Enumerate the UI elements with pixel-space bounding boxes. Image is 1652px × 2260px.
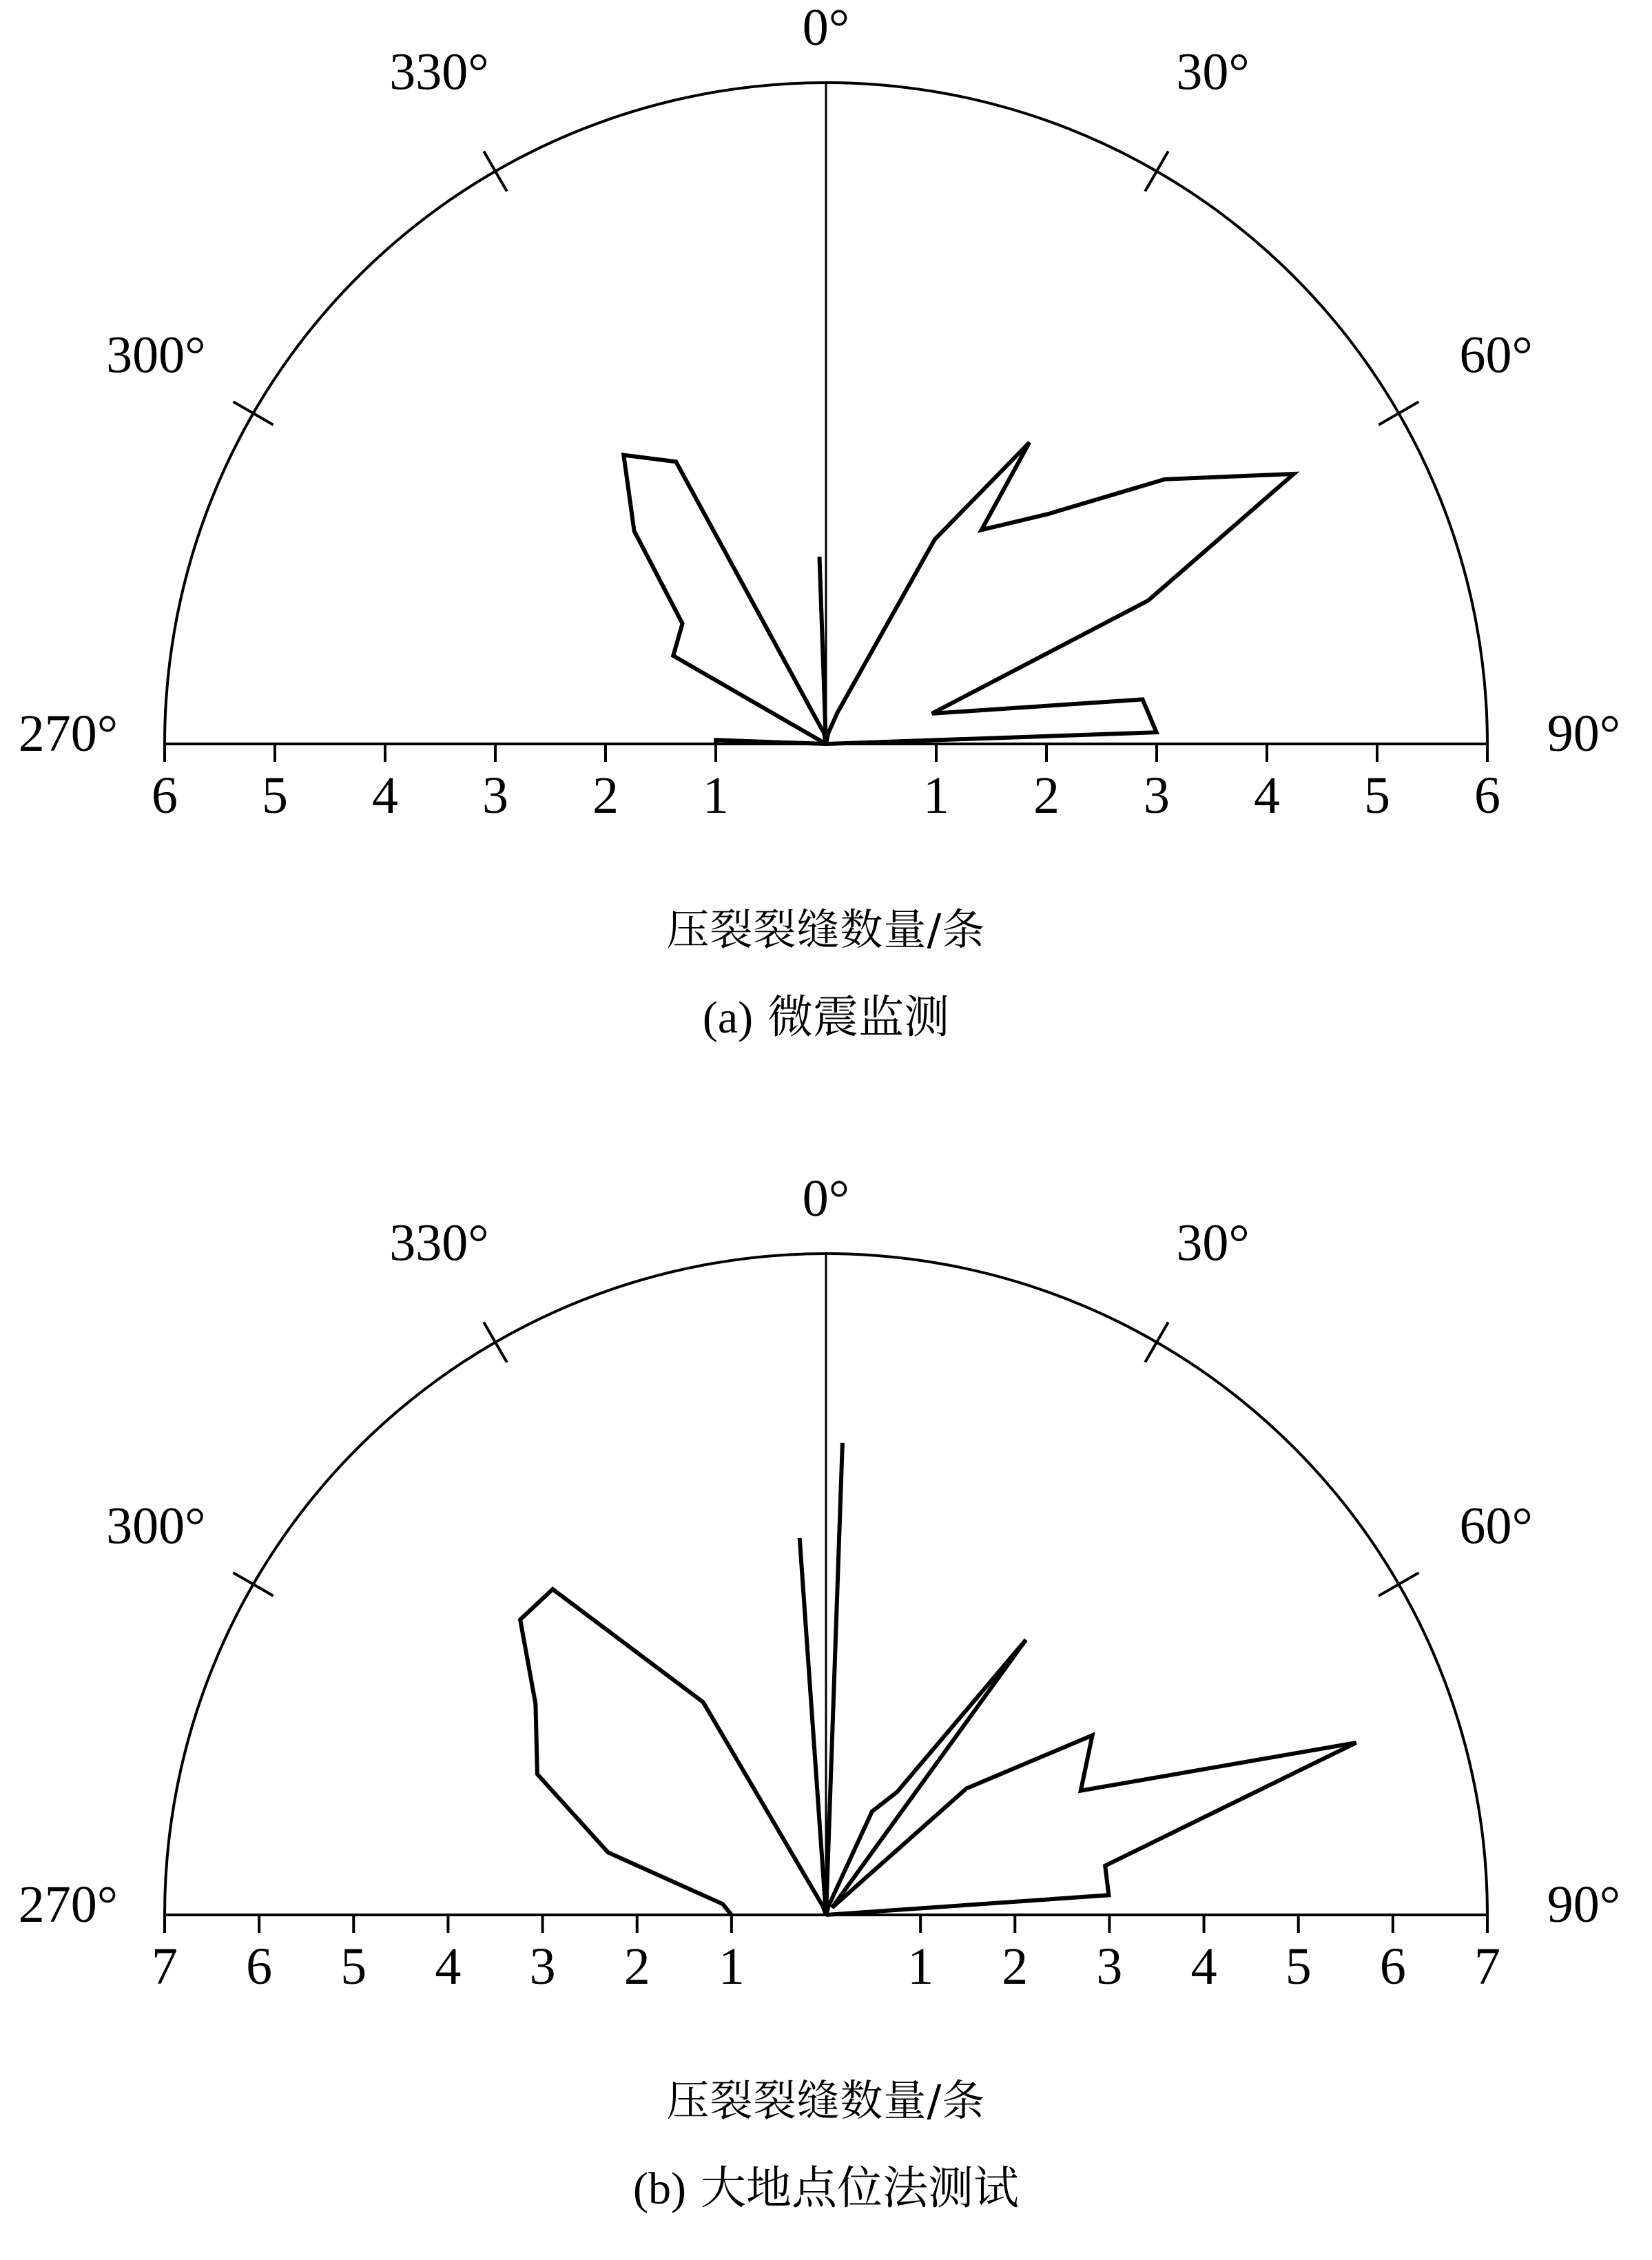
radial-tick-right-1: 1	[923, 767, 949, 825]
radial-tick-right-5: 5	[1285, 1938, 1312, 1995]
radial-tick-right-3: 3	[1144, 767, 1170, 825]
angle-label-30: 30°	[1176, 1214, 1250, 1272]
panel-caption-a-prefix: (a)	[702, 993, 754, 1043]
angle-label-0: 0°	[802, 1171, 850, 1227]
angle-label-270: 270°	[18, 1876, 118, 1934]
angle-label-270: 270°	[18, 705, 118, 763]
radial-tick-left-3: 3	[482, 767, 508, 825]
polar-plot-a-svg	[0, 0, 1652, 895]
radial-tick-left-2: 2	[592, 767, 619, 825]
angle-label-330: 330°	[389, 1214, 489, 1272]
radial-tick-left-1: 1	[718, 1938, 745, 1995]
panel-caption-b-text: 大地点位法测试	[700, 2161, 1019, 2215]
radial-tick-left-2: 2	[623, 1938, 650, 1995]
axis-label-b: 压裂裂缝数量/条	[666, 2075, 986, 2126]
panel-caption-a-text: 微震监测	[767, 991, 950, 1044]
radial-tick-right-2: 2	[1033, 767, 1060, 825]
radial-tick-left-5: 5	[340, 1938, 367, 1995]
polar-plot-b-svg	[0, 1171, 1652, 2066]
angle-label-300: 300°	[106, 326, 206, 384]
radial-tick-left-6: 6	[246, 1938, 273, 1995]
panel-caption-b	[0, 2151, 1652, 2217]
radial-tick-left-4: 4	[372, 767, 398, 825]
axis-label-a: 压裂裂缝数量/条	[666, 904, 986, 955]
panel-b	[0, 1171, 1652, 2217]
radial-tick-left-7: 7	[152, 1938, 178, 1995]
radial-tick-left-3: 3	[529, 1938, 556, 1995]
angle-label-30: 30°	[1176, 43, 1250, 101]
angle-label-90: 90°	[1547, 705, 1621, 763]
panel-caption-b-prefix: (b)	[633, 2164, 686, 2214]
radial-tick-right-7: 7	[1474, 1938, 1500, 1995]
radial-tick-left-1: 1	[703, 767, 729, 825]
angle-label-0: 0°	[802, 0, 850, 56]
radial-tick-left-6: 6	[152, 767, 178, 825]
angle-label-300: 300°	[106, 1497, 206, 1555]
panel-caption-a	[0, 980, 1652, 1046]
angle-label-60: 60°	[1459, 1497, 1533, 1555]
angle-label-330: 330°	[389, 43, 489, 101]
angle-label-90: 90°	[1547, 1876, 1621, 1934]
radial-tick-right-4: 4	[1190, 1938, 1217, 1995]
radial-tick-right-3: 3	[1096, 1938, 1123, 1995]
series-outline-0	[520, 1443, 1356, 1915]
panel-a	[0, 0, 1652, 1046]
angle-label-60: 60°	[1459, 326, 1533, 384]
radial-tick-right-5: 5	[1364, 767, 1390, 825]
radial-tick-right-2: 2	[1002, 1938, 1029, 1995]
polar-chart-b	[0, 1171, 1652, 2066]
polar-chart-a	[0, 0, 1652, 895]
radial-tick-right-6: 6	[1379, 1938, 1406, 1995]
radial-tick-right-4: 4	[1254, 767, 1280, 825]
radial-tick-right-6: 6	[1474, 767, 1500, 825]
radial-tick-left-4: 4	[435, 1938, 462, 1995]
series-outline-0	[623, 442, 1294, 744]
radial-tick-left-5: 5	[262, 767, 288, 825]
radial-tick-right-1: 1	[907, 1938, 934, 1995]
